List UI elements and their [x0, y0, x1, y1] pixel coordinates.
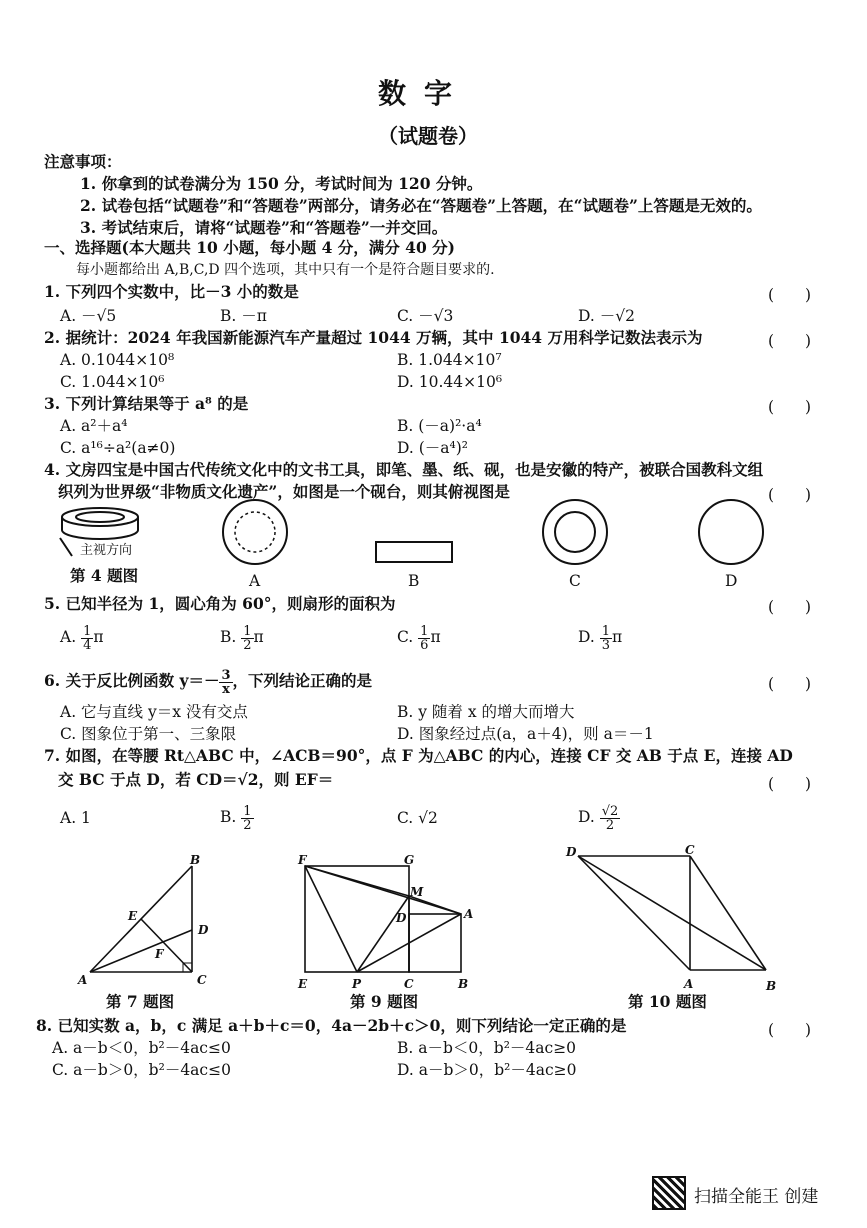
q2-option-b: B. 1.044×10⁷ — [397, 351, 502, 369]
page-title: 数字 — [378, 77, 471, 110]
q4-option-c-label: C — [569, 572, 581, 590]
notice-item: 2. 试卷包括“试题卷”和“答题卷”两部分，请务必在“答题卷”上答题，在“试题卷”上答题是无效的。 — [80, 196, 762, 215]
q4-answer-paren: ( ) — [768, 486, 812, 504]
notice-item: 3. 考试结束后，请将“试题卷”和“答题卷”一并交回。 — [80, 218, 448, 237]
fraction-numerator: √2 — [601, 803, 619, 819]
figure-9 — [305, 866, 461, 972]
q5-option-d-letter: D. — [578, 628, 595, 646]
fig9-label-d: D — [396, 911, 407, 925]
fig7-label-c: C — [197, 973, 207, 987]
q6-option-b: B. y 随着 x 的增大而增大 — [397, 703, 575, 721]
q6-answer-paren: ( ) — [768, 675, 812, 693]
q8-answer-paren: ( ) — [768, 1021, 812, 1039]
fig9-label-p: P — [352, 977, 362, 991]
option-a-figure — [223, 500, 287, 564]
q2-option-a: A. 0.1044×10⁸ — [60, 351, 175, 369]
q8-stem: 8. 已知实数 a，b，c 满足 a＋b＋c＝0，4a－2b＋c＞0，则下列结论一定正确的是 — [36, 1016, 627, 1035]
q4-option-a-label: A — [249, 572, 261, 590]
fraction-numerator: 1 — [243, 803, 252, 819]
fig9-label-g: G — [404, 853, 415, 867]
q8-option-c: C. a－b＞0，b²－4ac≤0 — [52, 1061, 231, 1079]
q5-option-c — [397, 620, 441, 654]
section-desc: 每小题都给出 A,B,C,D 四个选项，其中只有一个是符合题目要求的. — [76, 262, 495, 278]
fig7-label-b: B — [190, 853, 201, 867]
fig9-label-m: M — [410, 885, 424, 899]
fig10-caption: 第 10 题图 — [628, 992, 707, 1011]
q1-option-c: C. －√3 — [397, 307, 454, 325]
q4-direction-label: 主视方向 — [80, 543, 133, 558]
fraction-denominator: 3 — [601, 637, 611, 653]
q6-stem-end: ，下列结论正确的是 — [232, 671, 373, 690]
pi-symbol: π — [93, 628, 104, 646]
q6-stem — [44, 664, 372, 698]
q1-answer-paren: ( ) — [768, 286, 812, 304]
q4-stem-line2: 织列为世界级“非物质文化遗产”，如图是一个砚台，则其俯视图是 — [58, 482, 510, 501]
figure-10 — [578, 856, 766, 970]
fig7-label-e: E — [128, 909, 138, 923]
fraction — [241, 805, 253, 832]
fig7-caption: 第 7 题图 — [106, 992, 175, 1011]
fig10-label-b: B — [766, 979, 777, 993]
q5-option-c-letter: C. — [397, 628, 414, 646]
q6-option-d: D. 图象经过点(a，a＋4)，则 a＝－1 — [397, 725, 654, 743]
q7-stem-line2: 交 BC 于点 D，若 CD＝√2，则 EF＝ — [58, 770, 334, 789]
fraction — [81, 625, 93, 652]
q5-stem: 5. 已知半径为 1，圆心角为 60°，则扇形的面积为 — [44, 594, 396, 613]
fraction — [219, 669, 232, 696]
q8-option-a: A. a－b＜0，b²－4ac≤0 — [52, 1039, 231, 1057]
q1-option-d: D. －√2 — [578, 307, 635, 325]
qr-code-icon — [652, 1176, 686, 1210]
fraction — [241, 625, 253, 652]
option-c-figure — [543, 500, 607, 564]
q7-option-d — [578, 800, 620, 834]
q5-option-a — [60, 620, 104, 654]
fraction — [418, 625, 430, 652]
fraction-numerator: 3 — [221, 667, 231, 683]
q5-option-a-letter: A. — [60, 628, 77, 646]
q1-stem: 1. 下列四个实数中，比－3 小的数是 — [44, 282, 299, 301]
q8-option-b: B. a－b＜0，b²－4ac≥0 — [397, 1039, 577, 1057]
fraction — [600, 625, 612, 652]
q6-option-c: C. 图象位于第一、三象限 — [60, 725, 237, 743]
fraction-denominator: 2 — [243, 637, 252, 653]
section-title: 一、选择题(本大题共 10 小题，每小题 4 分，满分 40 分) — [44, 238, 455, 257]
q7-stem-line1: 7. 如图，在等腰 Rt△ABC 中，∠ACB＝90°，点 F 为△ABC 的内心，连接 CF 交 AB 于点 E，连接 AD — [44, 746, 793, 765]
q5-answer-paren: ( ) — [768, 598, 812, 616]
notice-item: 1. 你拿到的试卷满分为 150 分，考试时间为 120 分钟。 — [80, 174, 483, 193]
fig9-label-b: B — [458, 977, 469, 991]
fig7-label-a: A — [78, 973, 88, 987]
notice-heading: 注意事项： — [44, 152, 122, 171]
fraction-denominator: 2 — [243, 817, 252, 833]
q4-option-d-label: D — [725, 572, 738, 590]
q7-option-a: A. 1 — [60, 809, 91, 827]
q4-option-b-label: B — [408, 572, 420, 590]
q1-option-a: A. －√5 — [60, 307, 117, 325]
fraction-denominator: 2 — [605, 817, 615, 833]
fraction-denominator: x — [222, 681, 230, 697]
q6-stem-start: 6. 关于反比例函数 y＝－ — [44, 671, 220, 690]
fraction-numerator: 1 — [601, 623, 611, 639]
q6-option-a: A. 它与直线 y＝x 没有交点 — [60, 703, 248, 721]
fig10-label-a: A — [684, 977, 694, 991]
fig10-label-c: C — [685, 843, 695, 857]
q3-option-d: D. (－a⁴)² — [397, 439, 468, 457]
option-d-figure — [699, 500, 763, 564]
pi-symbol: π — [253, 628, 264, 646]
fig7-label-d: D — [198, 923, 209, 937]
fraction-denominator: 4 — [83, 637, 92, 653]
figure-7 — [90, 866, 192, 972]
q3-option-c: C. a¹⁶÷a²(a≠0) — [60, 439, 176, 457]
q2-answer-paren: ( ) — [768, 332, 812, 350]
q7-option-d-letter: D. — [578, 808, 595, 826]
q3-option-b: B. (－a)²·a⁴ — [397, 417, 482, 435]
fig9-label-e: E — [298, 977, 308, 991]
q2-stem: 2. 据统计：2024 年我国新能源汽车产量超过 1044 万辆，其中 1044 万用科学记数法表示为 — [44, 328, 703, 347]
q3-option-a: A. a²＋a⁴ — [60, 417, 128, 435]
q5-option-d — [578, 620, 622, 654]
q2-option-d: D. 10.44×10⁶ — [397, 373, 503, 391]
option-b-figure — [376, 542, 452, 562]
watermark-text: 扫描全能王 创建 — [694, 1187, 819, 1207]
q4-stem-line1: 4. 文房四宝是中国古代传统文化中的文书工具，即笔、墨、纸、砚，也是安徽的特产，被联合国教科文组 — [44, 460, 764, 479]
q3-stem: 3. 下列计算结果等于 a⁸ 的是 — [44, 394, 249, 413]
page-subtitle: （试题卷） — [378, 124, 478, 148]
fraction-numerator: 1 — [83, 623, 92, 639]
fraction-numerator: 1 — [243, 623, 252, 639]
q7-answer-paren: ( ) — [768, 775, 812, 793]
scanner-watermark — [652, 1176, 852, 1216]
q7-option-c: C. √2 — [397, 809, 438, 827]
q5-option-b-letter: B. — [220, 628, 237, 646]
pi-symbol: π — [430, 628, 441, 646]
q1-option-b: B. －π — [220, 307, 267, 325]
pi-symbol: π — [612, 628, 623, 646]
fig7-label-f: F — [155, 947, 164, 961]
q5-option-b — [220, 620, 264, 654]
fraction — [600, 805, 621, 832]
q2-option-c: C. 1.044×10⁶ — [60, 373, 165, 391]
q4-caption: 第 4 题图 — [70, 566, 139, 585]
q7-option-b-letter: B. — [220, 808, 237, 826]
q7-option-b — [220, 800, 254, 834]
fig9-label-a: A — [464, 907, 474, 921]
fig9-label-c: C — [404, 977, 414, 991]
fraction-numerator: 1 — [420, 623, 429, 639]
q8-option-d: D. a－b＞0，b²－4ac≥0 — [397, 1061, 577, 1079]
fraction-denominator: 6 — [420, 637, 429, 653]
fig9-label-f: F — [298, 853, 307, 867]
fig9-caption: 第 9 题图 — [350, 992, 419, 1011]
fig10-label-d: D — [566, 845, 577, 859]
q3-answer-paren: ( ) — [768, 398, 812, 416]
